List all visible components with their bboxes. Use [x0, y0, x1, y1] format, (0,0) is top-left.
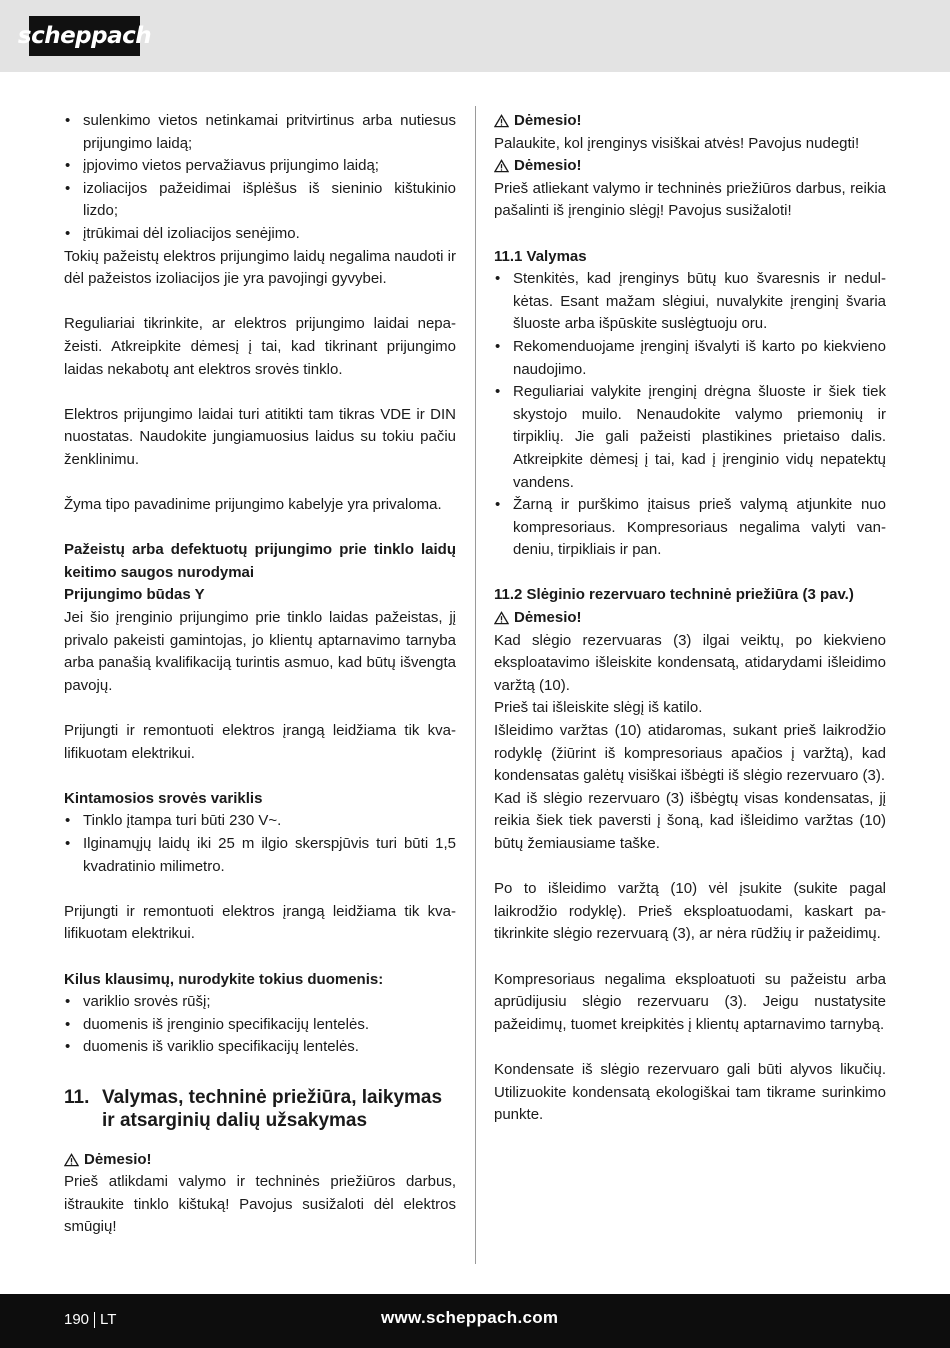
paragraph: Kad iš slėgio rezervuaro (3) išbėgtų visas kondensatas, jį reikia šiek tiek paversti į šoną, kad išleidimo varžtas (10) būtų žemiausiame taške.: [494, 789, 886, 852]
damage-causes-list: [64, 110, 456, 246]
list-item: • Rekomenduojame įrenginį išvalyti iš karto po kiekvieno naudojimo.: [495, 337, 886, 378]
paragraph: Išleidimo varžtas (10) atidaromas, sukant prieš laikrodžio rodyklę (žiūrint iš kompresoriaus apačios į varžtą), kad kondensatas galėtų visiškai išbėgti iš slėgio rezervuaro (3).: [494, 722, 886, 785]
list-item: • duomenis iš variklio specifikacijų lentelės.: [65, 1038, 359, 1056]
chapter-title: Valymas, techninė priežiūra, laikymas ir atsarginių dalių užsakymas: [102, 1086, 443, 1131]
section-heading: Kintamosios srovės variklis: [64, 789, 263, 807]
paragraph: Elektros prijungimo laidai turi atitikti tam tikras VDE ir DIN nuostatas. Naudokite jungiamuosius laidus su tokiu pačiu ženklinimu.: [64, 405, 456, 468]
website-link[interactable]: www.scheppach.com: [381, 1308, 559, 1327]
cleaning-list: [494, 268, 886, 562]
paragraph: Palaukite, kol įrenginys visiškai atvės! Pavojus nudegti!: [494, 134, 860, 152]
chapter-number: 11.: [64, 1086, 90, 1108]
warning-label: Dėmesio!: [494, 110, 886, 133]
left-column: [64, 110, 456, 1239]
chapter-heading: [64, 1086, 456, 1132]
warning-triangle-icon: [494, 611, 509, 625]
warning-triangle-icon: [64, 1153, 79, 1167]
section-heading: 11.2 Slėginio rezervuaro techninė priežiūra (3 pav.): [494, 586, 854, 604]
column-divider: [475, 106, 476, 1264]
paragraph: Kompresoriaus negalima eksploatuoti su pažeistu arba aprūdijusiu slėgio rezervuaru (3). Jeigu nustatysite pažeidimų, tuomet kreipkitės į klientų aptarnavimo tarnybą.: [494, 970, 886, 1033]
paragraph: Po to išleidimo varžtą (10) vėl įsukite (sukite pagal laikrodžio rodyklę). Prieš eksploatuodami, kaskart patikrinkite slėgio rezervuarą (3), ar nėra rūdžių ir pažeidimų.: [494, 880, 886, 943]
section-heading: 11.1 Valymas: [494, 247, 587, 265]
page-header: [0, 0, 950, 72]
paragraph: Kad slėgio rezervuaras (3) ilgai veiktų, po kiekvieno eksploatavimo išleiskite kondensatą, atidarydami išleidimo varžtą (10).: [494, 631, 886, 694]
paragraph: Prieš atliekant valymo ir techninės priežiūros darbus, reikia pašalinti iš įrenginio slėgį! Pavojus susižaloti!: [494, 179, 886, 220]
paragraph: Prieš atlikdami valymo ir techninės priežiūros darbus, ištraukite tinklo kištuką! Pavojus susižaloti dėl elektros smūgių!: [64, 1173, 456, 1236]
paragraph: Prijungti ir remontuoti elektros įrangą leidžiama tik kvalifikuotam elektrikui.: [64, 722, 456, 762]
list-item: • įpjovimo vietos pervažiavus prijungimo laidą;: [65, 157, 379, 175]
list-item: • duomenis iš įrenginio specifikacijų lentelės.: [65, 1015, 369, 1033]
list-item: • Ilginamųjų laidų iki 25 m ilgio skerspjūvis turi būti 1,5 kvadratinio milimetro.: [65, 835, 456, 875]
page-number-block: [64, 1311, 116, 1328]
motor-requirements-list: [64, 810, 456, 878]
warning-label: Dėmesio!: [494, 155, 886, 178]
list-item: • sulenkimo vietos netinkamai pritvirtinus arba nutiesus prijungimo laidą;: [65, 112, 456, 152]
section-heading: Pažeistų arba defektuotų prijungimo prie tinklo laidų keitimo saugos nurodymai: [64, 541, 456, 581]
paragraph: Reguliariai tikrinkite, ar elektros prijungimo laidai nepažeisti. Atkreipkite dėmesį į tai, kad tikrinant prijungimo laidas nekabotų ant elektros srovės tinklo.: [64, 315, 456, 378]
questions-data-list: [64, 991, 456, 1059]
list-item: • izoliacijos pažeidimai išplėšus iš sieninio kištukinio lizdo;: [65, 179, 456, 220]
paragraph: Prieš tai išleiskite slėgį iš katilo.: [494, 699, 703, 717]
language-code: LT: [100, 1311, 117, 1328]
warning-triangle-icon: [494, 114, 509, 128]
page-number: 190: [64, 1311, 90, 1328]
page-footer: [0, 1294, 950, 1348]
subsection-heading: Prijungimo būdas Y: [64, 586, 205, 604]
warning-label: Dėmesio!: [494, 607, 886, 630]
list-item: • Reguliariai valykite įrenginį drėgna šluoste ir šiek tiek skystojo muilo. Nenaudokite valymo priemonių ir tirpiklių. Jie gali pažeisti plastikines prietaiso dalis. Atkreipkite dėmesį į tai, kad į įrenginio vidų nepatektų vandens.: [495, 383, 886, 491]
paragraph: Žyma tipo pavadinime prijungimo kabelyje yra privaloma.: [64, 496, 442, 514]
paragraph: Tokių pažeistų elektros prijungimo laidų negalima naudoti ir dėl pažeistos izoliacijos jie yra pavojingi gyvybei.: [64, 247, 456, 288]
warning-triangle-icon: [494, 159, 509, 173]
list-item: • įtrūkimai dėl izoliacijos senėjimo.: [65, 224, 300, 242]
paragraph: Prijungti ir remontuoti elektros įrangą leidžiama tik kvalifikuotam elektrikui.: [64, 902, 456, 943]
right-column: [494, 110, 886, 1127]
logo-text: scheppach: [17, 23, 152, 49]
list-item: • variklio srovės rūšį;: [65, 993, 211, 1011]
list-item: • Stenkitės, kad įrenginys būtų kuo švaresnis ir nedulkėtas. Esant mažam slėgiui, nuvalykite įrenginį švaria šluoste arba išpūskite suslėgtuoju oru.: [495, 270, 886, 333]
paragraph: Jei šio įrenginio prijungimo prie tinklo laidas pažeistas, jį privalo pakeisti gamintojas, jo klientų aptarnavimo tarnyba arba panašią kvalifikaciją turintis asmuo, kad būtų išvengta pavojų.: [64, 609, 456, 694]
scheppach-logo: [17, 16, 152, 56]
list-item: • Tinklo įtampa turi būti 230 V~.: [65, 812, 282, 830]
section-heading: Kilus klausimų, nurodykite tokius duomenis:: [64, 970, 384, 988]
list-item: • Žarną ir purškimo įtaisus prieš valymą atjunkite nuo kompresoriaus. Kompresoriaus negalima valyti vandeniu, tirpikliais ir pan.: [495, 496, 886, 559]
paragraph: Kondensate iš slėgio rezervuaro gali būti alyvos likučių. Utilizuokite kondensatą ekologiškai tam tikrame surinkimo punkte.: [494, 1060, 886, 1124]
warning-label: Dėmesio!: [64, 1149, 456, 1172]
